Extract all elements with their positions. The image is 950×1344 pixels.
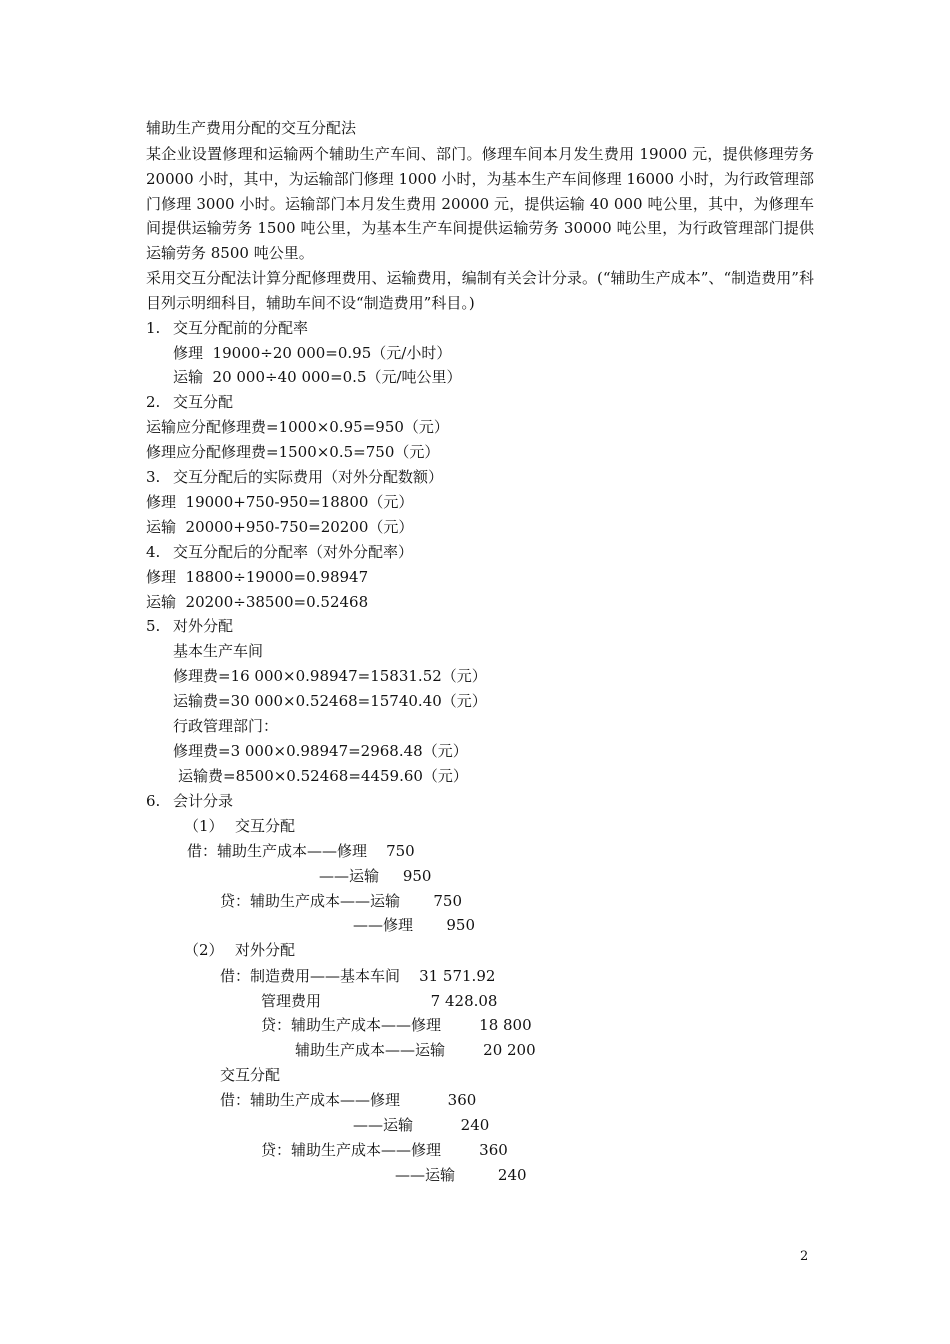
calc-line: 运输 20000+950-750=20200（元）: [146, 518, 414, 536]
calc-line: 修理费=3 000×0.98947=2968.48（元）: [173, 742, 468, 760]
requirement-text: 采用交互分配法计算分配修理费用、运输费用，编制有关会计分录。(“辅助生产成本”、“制造费用”科目列示明细科目，辅助车间不设“制造费用”科目。): [146, 269, 814, 312]
step-number: 5.: [146, 617, 161, 635]
step-heading: 对外分配: [173, 617, 234, 635]
journal-line: ——修理 950: [353, 916, 476, 934]
calc-line: 运输费=8500×0.52468=4459.60（元）: [178, 767, 468, 785]
problem-text: 某企业设置修理和运输两个辅助生产车间、部门。修理车间本月发生费用 19000 元，提供修理劳务 20000 小时，其中，为运输部门修理 1000 小时，为基本生产车间修理 16000 小时，为行政管理部门修理 3000 小时。运输部门本月发生费用 20000 元，提供运输 40 000 吨公里，其中，为修理车间提供运输劳务 1500 吨公里，为基本生产车间提供运输劳务 30000 吨公里，为行政管理部门提供运输劳务 8500 吨公里。: [146, 145, 814, 263]
journal-line: 借：辅助生产成本——修理 360: [220, 1091, 477, 1109]
calc-line: 修理 19000+750-950=18800（元）: [146, 493, 414, 511]
calc-line: 运输 20 000÷40 000=0.5（元/吨公里）: [173, 368, 462, 386]
step-heading: 会计分录: [173, 792, 234, 810]
calc-line: 修理 19000÷20 000=0.95（元/小时）: [173, 344, 452, 362]
calc-line: 基本生产车间: [173, 642, 264, 660]
entry-title: 对外分配: [235, 941, 296, 959]
calc-line: 运输应分配修理费=1000×0.95=950（元）: [146, 418, 449, 436]
journal-line: ——运输 950: [319, 867, 432, 885]
step-heading: 交互分配后的分配率（对外分配率）: [173, 543, 414, 561]
entry-label: （2）: [184, 941, 224, 959]
calc-line: 修理 18800÷19000=0.98947: [146, 568, 369, 586]
journal-line: ——运输 240: [353, 1116, 490, 1134]
calc-line: 运输费=30 000×0.52468=15740.40（元）: [173, 692, 487, 710]
journal-line: 借：辅助生产成本——修理 750: [187, 842, 415, 860]
step-number: 3.: [146, 468, 161, 486]
step-heading: 交互分配后的实际费用（对外分配数额）: [173, 468, 444, 486]
entry-title: 交互分配: [220, 1066, 281, 1084]
entry-title: 交互分配: [235, 817, 296, 835]
step-number: 6.: [146, 792, 161, 810]
journal-line: 管理费用 7 428.08: [261, 992, 498, 1010]
doc-title: 辅助生产费用分配的交互分配法: [146, 119, 357, 137]
journal-line: 贷：辅助生产成本——修理 18 800: [261, 1016, 532, 1034]
calc-line: 行政管理部门：: [173, 717, 279, 735]
journal-line: 贷：辅助生产成本——修理 360: [261, 1141, 508, 1159]
journal-line: 借：制造费用——基本车间 31 571.92: [220, 967, 496, 985]
entry-label: （1）: [184, 817, 224, 835]
step-number: 1.: [146, 319, 161, 337]
calc-line: 运输 20200÷38500=0.52468: [146, 593, 369, 611]
step-heading: 交互分配前的分配率: [173, 319, 309, 337]
step-heading: 交互分配: [173, 393, 234, 411]
calc-line: 修理应分配修理费=1500×0.5=750（元）: [146, 443, 440, 461]
step-number: 2.: [146, 393, 161, 411]
journal-line: 贷：辅助生产成本——运输 750: [220, 892, 463, 910]
calc-line: 修理费=16 000×0.98947=15831.52（元）: [173, 667, 487, 685]
journal-line: 辅助生产成本——运输 20 200: [295, 1041, 536, 1059]
page-number: 2: [800, 1249, 809, 1264]
journal-line: ——运输 240: [395, 1166, 527, 1184]
step-number: 4.: [146, 543, 161, 561]
